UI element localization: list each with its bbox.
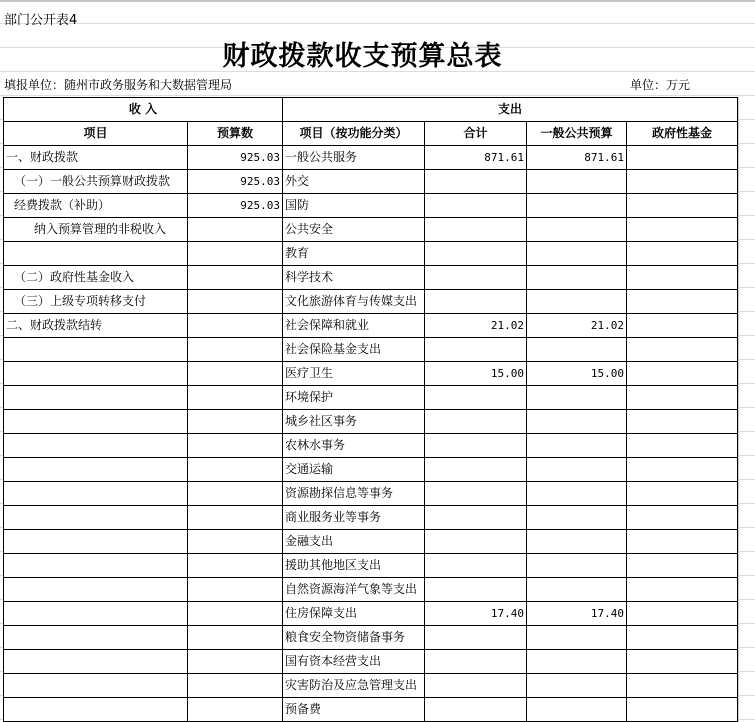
gov-fund-cell[interactable] [627,674,738,698]
income-item-cell[interactable] [4,602,188,626]
income-item-cell[interactable]: （二）政府性基金收入 [4,266,188,290]
general-budget-cell[interactable] [527,506,627,530]
gov-fund-cell[interactable] [627,626,738,650]
income-value-cell[interactable] [188,290,283,314]
income-value-cell[interactable] [188,362,283,386]
total-cell[interactable] [425,290,527,314]
grid-extension [738,97,755,722]
general-budget-cell[interactable] [527,290,627,314]
expense-item-cell[interactable]: 文化旅游体育与传媒支出 [283,290,425,314]
general-budget-cell[interactable] [527,266,627,290]
general-budget-cell[interactable]: 17.40 [527,602,627,626]
income-value-cell[interactable] [188,578,283,602]
income-item-cell[interactable] [4,530,188,554]
table-row [4,362,738,386]
general-budget-cell[interactable] [527,458,627,482]
general-budget-cell[interactable]: 15.00 [527,362,627,386]
income-value-cell[interactable] [188,338,283,362]
expense-item-cell[interactable]: 住房保障支出 [283,602,425,626]
expense-item-cell[interactable]: 商业服务业等事务 [283,506,425,530]
gov-fund-cell[interactable] [627,650,738,674]
total-cell[interactable] [425,434,527,458]
total-cell[interactable] [425,266,527,290]
income-item-cell[interactable] [4,362,188,386]
budget-table [3,97,738,722]
gov-fund-cell[interactable] [627,458,738,482]
header-row-1 [4,98,738,122]
expense-item-cell[interactable]: 农林水事务 [283,434,425,458]
total-cell[interactable]: 871.61 [425,146,527,170]
income-value-cell[interactable] [188,506,283,530]
table-row [4,530,738,554]
table-row [4,458,738,482]
expense-item-cell[interactable]: 教育 [283,242,425,266]
general-budget-cell[interactable] [527,410,627,434]
table-row [4,410,738,434]
table-row [4,506,738,530]
table-row [4,386,738,410]
col-header-general-budget[interactable]: 一般公共预算 [527,122,627,146]
income-item-cell[interactable] [4,674,188,698]
income-value-cell[interactable] [188,242,283,266]
table-row [4,218,738,242]
income-value-cell[interactable] [188,458,283,482]
general-budget-cell[interactable] [527,242,627,266]
total-cell[interactable] [425,650,527,674]
general-budget-cell[interactable] [527,626,627,650]
expense-item-cell[interactable]: 灾害防治及应急管理支出 [283,674,425,698]
income-item-cell[interactable]: 一、财政拨款 [4,146,188,170]
income-item-cell[interactable] [4,242,188,266]
income-value-cell[interactable]: 925.03 [188,194,283,218]
expense-item-cell[interactable]: 国防 [283,194,425,218]
income-value-cell[interactable] [188,434,283,458]
income-value-cell[interactable] [188,674,283,698]
total-cell[interactable] [425,674,527,698]
total-cell[interactable] [425,242,527,266]
total-cell[interactable] [425,410,527,434]
table-row [4,578,738,602]
total-cell[interactable] [425,170,527,194]
income-value-cell[interactable] [188,266,283,290]
gov-fund-cell[interactable] [627,194,738,218]
income-item-cell[interactable] [4,386,188,410]
general-budget-cell[interactable] [527,674,627,698]
general-budget-cell[interactable] [527,338,627,362]
general-budget-cell[interactable]: 871.61 [527,146,627,170]
income-value-cell[interactable] [188,482,283,506]
expense-item-cell[interactable]: 国有资本经营支出 [283,650,425,674]
income-item-cell[interactable] [4,506,188,530]
expense-item-cell[interactable]: 社会保险基金支出 [283,338,425,362]
expense-item-cell[interactable]: 资源勘探信息等事务 [283,482,425,506]
total-cell[interactable] [425,506,527,530]
page-title: 财政拨款收支预算总表 [222,41,503,72]
total-cell[interactable] [425,698,527,722]
expense-item-cell[interactable]: 公共安全 [283,218,425,242]
gov-fund-cell[interactable] [627,314,738,338]
general-budget-cell[interactable] [527,578,627,602]
gov-fund-cell[interactable] [627,410,738,434]
income-item-cell[interactable]: （三）上级专项转移支付 [4,290,188,314]
expense-item-cell[interactable]: 交通运输 [283,458,425,482]
table-row [4,698,738,722]
table-row [4,290,738,314]
gov-fund-cell[interactable] [627,362,738,386]
gov-fund-cell[interactable] [627,170,738,194]
income-value-cell[interactable] [188,554,283,578]
table-row [4,338,738,362]
column-header-strip [0,0,755,2]
income-value-cell[interactable] [188,386,283,410]
gov-fund-cell[interactable] [627,434,738,458]
table-row [4,626,738,650]
currency-unit: 单位：万元 [630,78,691,92]
income-value-cell[interactable] [188,602,283,626]
col-header-gov-fund[interactable]: 政府性基金 [627,122,738,146]
income-item-cell[interactable]: 经费拨款（补助） [4,194,188,218]
table-row [4,314,738,338]
general-budget-cell[interactable] [527,650,627,674]
expense-item-cell[interactable]: 外交 [283,170,425,194]
total-cell[interactable] [425,626,527,650]
expense-item-cell[interactable]: 金融支出 [283,530,425,554]
total-cell[interactable]: 17.40 [425,602,527,626]
income-value-cell[interactable] [188,650,283,674]
col-header-budget[interactable]: 预算数 [188,122,283,146]
income-value-cell[interactable] [188,698,283,722]
gov-fund-cell[interactable] [627,578,738,602]
gov-fund-cell[interactable] [627,146,738,170]
table-row [4,674,738,698]
income-value-cell[interactable] [188,530,283,554]
income-item-cell[interactable] [4,482,188,506]
income-item-cell[interactable] [4,698,188,722]
income-item-cell[interactable] [4,626,188,650]
general-budget-cell[interactable]: 21.02 [527,314,627,338]
expense-item-cell[interactable]: 环境保护 [283,386,425,410]
general-budget-cell[interactable] [527,698,627,722]
general-budget-cell[interactable] [527,554,627,578]
filling-unit: 填报单位：随州市政务服务和大数据管理局 [4,78,233,92]
total-cell[interactable] [425,194,527,218]
expense-item-cell[interactable]: 一般公共服务 [283,146,425,170]
income-item-cell[interactable] [4,338,188,362]
income-item-cell[interactable] [4,578,188,602]
table-row [4,266,738,290]
general-budget-cell[interactable] [527,434,627,458]
total-cell[interactable] [425,338,527,362]
sheet-label: 部门公开表4 [4,13,78,28]
total-cell[interactable] [425,554,527,578]
income-item-cell[interactable] [4,554,188,578]
total-cell[interactable]: 15.00 [425,362,527,386]
total-cell[interactable] [425,482,527,506]
col-header-item[interactable]: 项目 [4,122,188,146]
col-header-total[interactable]: 合计 [425,122,527,146]
general-budget-cell[interactable] [527,386,627,410]
income-item-cell[interactable] [4,410,188,434]
income-header[interactable]: 收 入 [4,98,283,122]
col-header-function-item[interactable]: 项目（按功能分类） [283,122,425,146]
general-budget-cell[interactable] [527,482,627,506]
table-row [4,650,738,674]
table-row [4,434,738,458]
table-row [4,554,738,578]
total-cell[interactable] [425,218,527,242]
expense-item-cell[interactable]: 自然资源海洋气象等支出 [283,578,425,602]
general-budget-cell[interactable] [527,218,627,242]
expense-item-cell[interactable]: 预备费 [283,698,425,722]
income-item-cell[interactable] [4,434,188,458]
total-cell[interactable] [425,386,527,410]
expense-item-cell[interactable]: 社会保障和就业 [283,314,425,338]
expense-item-cell[interactable]: 科学技术 [283,266,425,290]
table-row [4,602,738,626]
expense-item-cell[interactable]: 援助其他地区支出 [283,554,425,578]
gov-fund-cell[interactable] [627,290,738,314]
gov-fund-cell[interactable] [627,554,738,578]
expense-item-cell[interactable]: 粮食安全物资储备事务 [283,626,425,650]
income-value-cell[interactable] [188,314,283,338]
income-value-cell[interactable] [188,626,283,650]
gov-fund-cell[interactable] [627,602,738,626]
income-item-cell[interactable]: （一）一般公共预算财政拨款 [4,170,188,194]
income-value-cell[interactable] [188,410,283,434]
income-item-cell[interactable]: 二、财政拨款结转 [4,314,188,338]
income-value-cell[interactable]: 925.03 [188,146,283,170]
income-item-cell[interactable]: 纳入预算管理的非税收入 [4,218,188,242]
table-row [4,146,738,170]
gov-fund-cell[interactable] [627,506,738,530]
gov-fund-cell[interactable] [627,482,738,506]
income-item-cell[interactable] [4,650,188,674]
expense-item-cell[interactable]: 城乡社区事务 [283,410,425,434]
table-row [4,194,738,218]
gov-fund-cell[interactable] [627,266,738,290]
total-cell[interactable] [425,578,527,602]
total-cell[interactable] [425,458,527,482]
general-budget-cell[interactable] [527,170,627,194]
table-row [4,482,738,506]
expense-header[interactable]: 支出 [283,98,738,122]
table-row [4,170,738,194]
income-value-cell[interactable] [188,218,283,242]
expense-item-cell[interactable]: 医疗卫生 [283,362,425,386]
gov-fund-cell[interactable] [627,218,738,242]
income-item-cell[interactable] [4,458,188,482]
income-value-cell[interactable]: 925.03 [188,170,283,194]
total-cell[interactable] [425,530,527,554]
general-budget-cell[interactable] [527,194,627,218]
table-row [4,242,738,266]
header-row-2 [4,122,738,146]
gov-fund-cell[interactable] [627,386,738,410]
total-cell[interactable]: 21.02 [425,314,527,338]
gov-fund-cell[interactable] [627,698,738,722]
gov-fund-cell[interactable] [627,338,738,362]
gov-fund-cell[interactable] [627,530,738,554]
general-budget-cell[interactable] [527,530,627,554]
gov-fund-cell[interactable] [627,242,738,266]
